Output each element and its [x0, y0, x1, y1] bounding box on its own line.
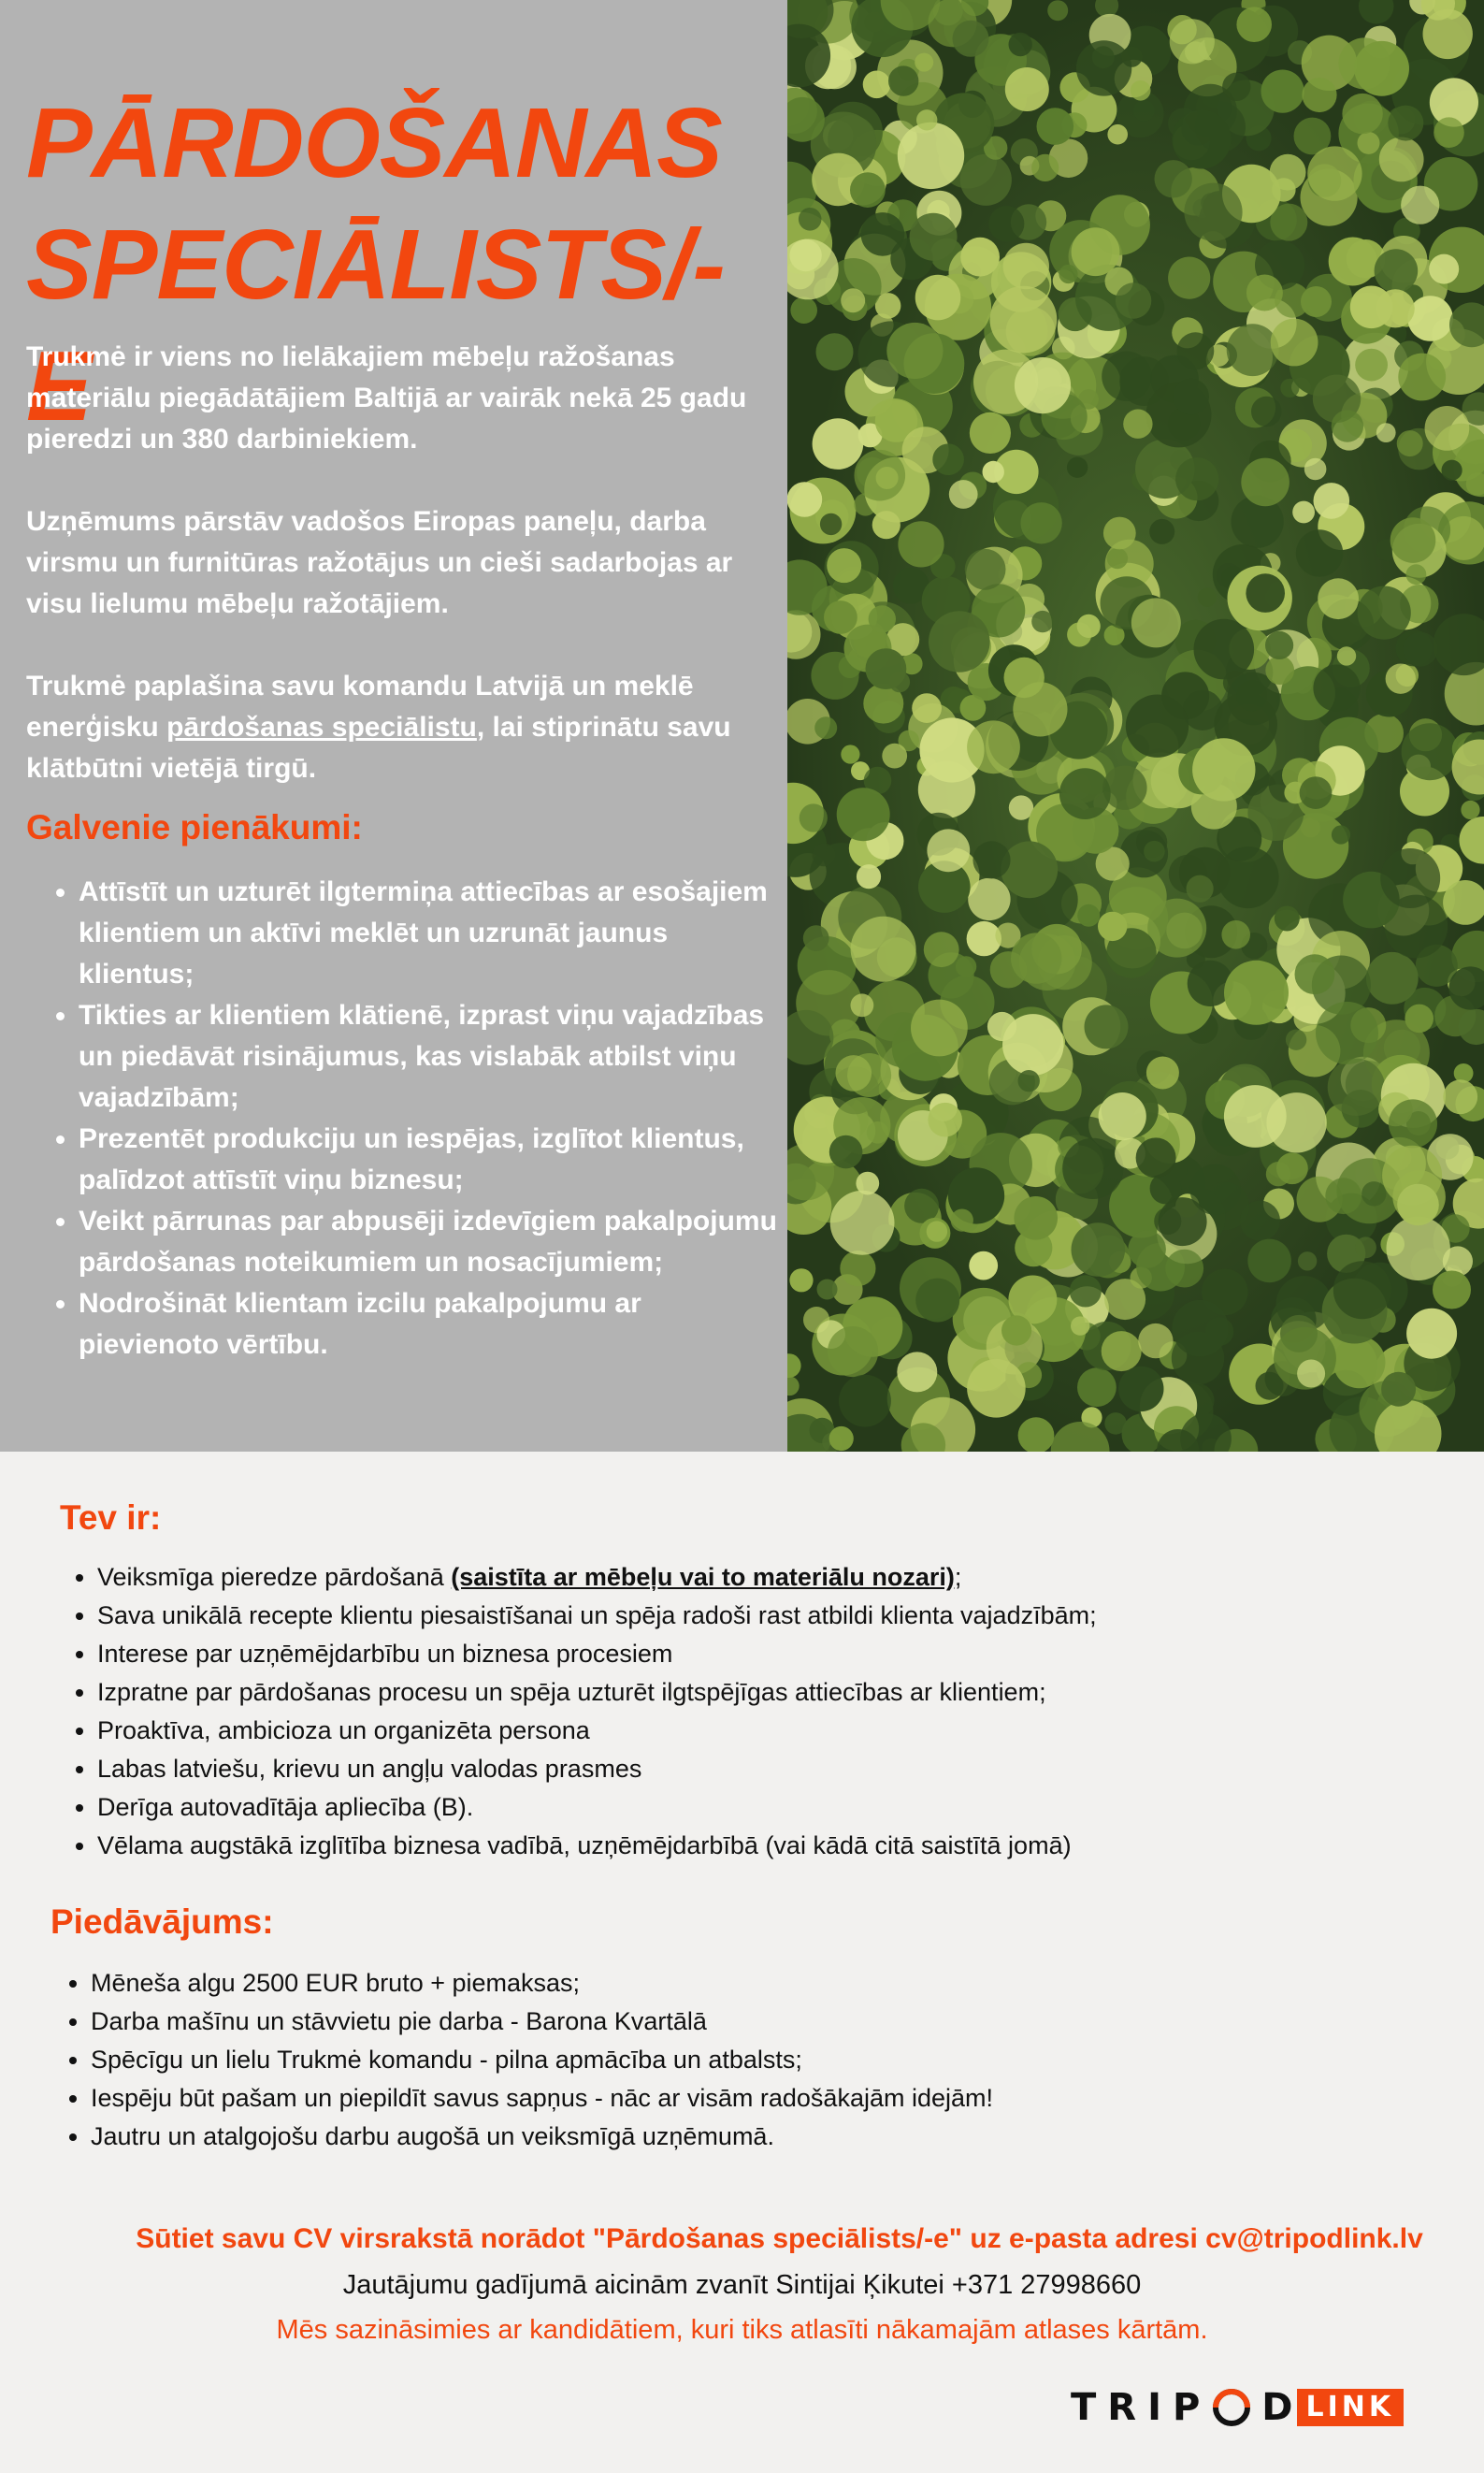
requirements-list	[60, 1558, 1406, 1865]
tree-crown	[1128, 1230, 1166, 1268]
tree-crown	[1077, 904, 1100, 927]
tree-crown	[1397, 1184, 1439, 1226]
tree-crown	[951, 1209, 973, 1232]
tree-crown	[1261, 70, 1304, 113]
tree-crown	[1297, 1360, 1325, 1388]
offer-heading: Piedāvājums:	[50, 1902, 274, 1941]
tree-crown	[1332, 410, 1363, 441]
list-item: • Tikties ar klientiem klātienē, izprast viņu vajadzības un piedāvāt risinājumus, kas vislabāk atbilst viņu vajadzībām;	[79, 995, 789, 1119]
list-item: • Sava unikālā recepte klientu piesaistīšanai un spēja radoši rast atbildi klienta vajadzībām;	[97, 1597, 1406, 1635]
tree-crown	[1256, 1372, 1284, 1400]
tree-crown	[1313, 665, 1360, 712]
tree-crown	[1318, 578, 1359, 619]
tree-crown	[1295, 954, 1335, 994]
tree-crown	[1247, 1239, 1291, 1283]
tree-crown	[1001, 1315, 1031, 1345]
tree-crown	[1362, 1181, 1386, 1206]
tree-crown	[1107, 124, 1128, 145]
tree-crown	[1429, 254, 1459, 284]
tree-crown	[1085, 1005, 1129, 1048]
tree-crown	[911, 1000, 968, 1057]
tree-crown	[1236, 7, 1272, 42]
tree-crown	[1246, 275, 1283, 311]
tree-crown	[1070, 1275, 1102, 1307]
tree-crown	[1031, 154, 1059, 181]
list-item: • Prezentēt produkciju un iespējas, izglītot klientus, palīdzot attīstīt viņu biznesu;	[79, 1119, 789, 1201]
tree-crown	[928, 1103, 962, 1137]
list-item: • Veikt pārrunas par abpusēji izdevīgiem pakalpojumu pārdošanas noteikumiem un nosacījumiem;	[79, 1201, 789, 1283]
title-line-1: PĀRDOŠANAS	[26, 88, 722, 198]
tree-crown	[851, 917, 916, 982]
tree-crown	[1173, 379, 1209, 415]
duties-heading: Galvenie pienākumi:	[26, 808, 363, 846]
tree-crown	[1442, 460, 1462, 481]
tree-crown	[1387, 1217, 1450, 1280]
tree-crown	[824, 600, 857, 634]
tree-crown	[813, 844, 836, 867]
tree-crown	[1224, 961, 1289, 1025]
tree-crown	[1407, 296, 1453, 341]
tree-crown	[1358, 132, 1380, 154]
contact-cv-text: Sūtiet savu CV virsrakstā norādot "Pārdošanas speciālists/-e" uz e-pasta adresi cv@tripodlink.lv	[136, 2223, 1423, 2254]
tree-crown	[973, 841, 1010, 878]
req-1-post: ;	[954, 1563, 962, 1591]
tree-crown	[886, 323, 943, 379]
tree-crown	[1405, 1005, 1434, 1034]
title-line-2: SPECIĀLISTS/-E	[26, 210, 725, 441]
tree-crown	[829, 1135, 863, 1169]
tree-crown	[1251, 397, 1282, 427]
tree-crown	[1376, 289, 1415, 327]
tree-crown	[1379, 137, 1424, 182]
tree-crown	[1155, 160, 1192, 197]
tree-crown	[1298, 1251, 1317, 1270]
tree-crown	[1304, 458, 1327, 481]
logo-o-icon	[1211, 2387, 1252, 2428]
tree-crown	[960, 238, 1000, 277]
tree-crown	[1062, 1138, 1123, 1199]
tree-crown	[1076, 40, 1131, 95]
tree-crown	[817, 1280, 838, 1300]
tree-crown	[1138, 1323, 1173, 1358]
tree-crown	[1165, 1250, 1203, 1288]
tree-crown	[816, 333, 854, 370]
tree-crown	[1172, 1300, 1228, 1356]
tree-crown	[882, 744, 907, 769]
tree-crown	[1337, 646, 1356, 665]
list-item: • Jautru un atalgojošu darbu augošā un veiksmīgā uzņēmumā.	[91, 2118, 1400, 2156]
list-item: • Spēcīgu un lielu Trukmė komandu - pilna apmācība un atbalsts;	[91, 2041, 1400, 2079]
list-item: • Mēneša algu 2500 EUR bruto + piemaksas;	[91, 1964, 1400, 2003]
tree-crown	[857, 864, 881, 889]
tree-crown	[1342, 94, 1382, 134]
list-item: • Labas latviešu, krievu un angļu valodas prasmes	[97, 1750, 1406, 1788]
tree-crown	[949, 480, 978, 509]
logo-text-d: D	[1261, 2386, 1293, 2429]
tree-crown	[1224, 1085, 1287, 1148]
tree-crown	[800, 803, 828, 832]
tree-crown	[1300, 776, 1333, 809]
tree-crown	[1333, 1337, 1386, 1389]
tree-crown	[1401, 186, 1439, 224]
tree-crown	[1434, 117, 1464, 148]
tree-crown	[1031, 611, 1053, 632]
req-1-pre: Veiksmīga pieredze pārdošanā	[97, 1563, 452, 1591]
tree-crown	[839, 1375, 891, 1427]
tree-crown	[1402, 723, 1459, 780]
tree-crown	[876, 467, 899, 489]
list-item	[97, 1558, 1406, 1597]
tree-crown	[927, 1221, 947, 1241]
tree-crown	[1121, 47, 1142, 67]
tree-crown	[1404, 632, 1438, 667]
tree-crown	[1020, 502, 1061, 543]
tree-crown	[869, 605, 896, 632]
tree-crown	[830, 1191, 895, 1255]
tree-crown	[912, 693, 942, 723]
tree-crown	[1159, 1197, 1207, 1246]
logo-text-trip: TRIP	[1071, 2386, 1212, 2429]
list-item: • Derīga autovadītāja apliecība (B).	[97, 1788, 1406, 1827]
tree-crown	[968, 878, 1010, 920]
tree-crown	[1136, 1137, 1176, 1178]
tree-crown	[1170, 19, 1215, 64]
tree-crown	[1325, 1178, 1362, 1214]
tree-crown	[872, 511, 900, 539]
tree-crown	[1011, 933, 1061, 983]
tree-crown	[1014, 1196, 1058, 1240]
tree-crown	[1355, 1236, 1376, 1258]
tree-crown	[1009, 33, 1032, 56]
tree-crown	[910, 213, 958, 261]
tree-crown	[1366, 952, 1419, 1005]
tree-crown	[953, 21, 989, 57]
tree-crown	[965, 549, 1006, 590]
tree-crown	[1147, 899, 1206, 958]
tree-crown	[898, 521, 944, 567]
tree-crown	[1187, 875, 1214, 903]
tree-crown	[1123, 410, 1152, 439]
tree-crown	[1443, 1079, 1477, 1114]
tree-crown	[1005, 67, 1049, 111]
forest-canopy-illustration	[787, 0, 1484, 1452]
tree-crown	[988, 206, 1024, 241]
tree-crown	[1002, 1014, 1064, 1076]
tree-crown	[1332, 825, 1350, 844]
tree-crown	[897, 1352, 937, 1392]
tree-crown	[1390, 517, 1436, 563]
tree-crown	[1265, 656, 1294, 685]
intro-p3-post: , lai stiprinātu savu klātbūtni vietējā tirgū.	[26, 712, 731, 784]
tree-crown	[1240, 1201, 1280, 1241]
tree-crown	[799, 208, 822, 231]
tree-crown	[915, 53, 933, 72]
tree-crown	[888, 65, 918, 95]
tree-crown	[1307, 146, 1362, 200]
tree-crown	[1236, 680, 1267, 711]
tree-crown	[1227, 324, 1279, 376]
tree-crown	[1072, 227, 1120, 276]
tree-crown	[1296, 529, 1343, 576]
contact-note-line: Mēs sazināsimies ar kandidātiem, kuri tiks atlasīti nākamajām atlases kārtām.	[276, 2315, 1208, 2345]
tree-crown	[1265, 631, 1293, 659]
tree-crown	[841, 745, 859, 763]
tree-crown	[1329, 238, 1377, 286]
tree-crown	[1099, 1092, 1146, 1140]
tree-crown	[929, 611, 990, 672]
tree-crown	[1354, 41, 1409, 96]
tree-crown	[1072, 1222, 1126, 1277]
tree-crown	[1406, 1309, 1457, 1359]
tree-crown	[837, 788, 890, 841]
tree-crown	[1198, 587, 1217, 606]
tree-crown	[1381, 1372, 1416, 1407]
tree-crown	[1425, 406, 1470, 451]
tree-crown	[1103, 517, 1136, 550]
tree-crown	[1316, 1002, 1378, 1064]
tree-crown	[1271, 319, 1318, 367]
contact-phone-line: Jautājumu gadījumā aicinām zvanīt Sintijai Ķikutei +371 27998660	[342, 2270, 1142, 2300]
text-panel	[0, 0, 787, 1452]
tree-crown	[1018, 1070, 1040, 1092]
tree-crown	[1280, 379, 1299, 398]
tree-crown	[1107, 548, 1128, 569]
tree-crown	[1004, 658, 1045, 698]
tree-crown	[1133, 100, 1155, 122]
tree-crown	[956, 956, 976, 976]
logo-link-badge: LINK	[1297, 2389, 1405, 2426]
tree-crown	[1286, 1030, 1306, 1050]
tree-crown	[1067, 457, 1088, 478]
tree-crown	[1461, 801, 1479, 819]
contact-cv-line	[0, 2223, 1484, 2255]
tree-crown	[1246, 573, 1285, 613]
tree-crown	[1397, 430, 1423, 456]
tree-crown	[1131, 598, 1181, 647]
tree-crown	[1098, 912, 1127, 941]
tree-crown	[863, 71, 891, 99]
tree-crown	[1217, 846, 1279, 908]
list-item: • Izpratne par pārdošanas procesu un spēja uzturēt ilgtspējīgas attiecības ar klientiem;	[97, 1673, 1406, 1712]
tree-crown	[1172, 110, 1231, 169]
tree-crown	[836, 1055, 872, 1092]
tree-crown	[1314, 483, 1350, 519]
tree-crown	[1375, 249, 1419, 293]
tree-crown	[1301, 286, 1332, 317]
requirements-heading: Tev ir:	[60, 1498, 162, 1537]
tree-crown	[787, 482, 822, 517]
tree-crown	[1194, 619, 1255, 680]
tree-crown	[1175, 457, 1218, 500]
tree-crown	[1001, 841, 1058, 898]
tree-crown	[1192, 738, 1255, 801]
tree-crown	[1266, 1162, 1290, 1186]
tree-crown	[1047, 0, 1068, 21]
tree-crown	[898, 123, 964, 189]
intro-paragraph-2: Uzņēmums pārstāv vadošos Eiropas paneļu, darba virsmu un furnitūras ražotājus un cieši sadarbojas ar visu lielumu mēbeļu ražotājiem.	[26, 506, 733, 619]
tree-crown	[1015, 357, 1071, 413]
tree-crown	[829, 1426, 854, 1451]
tree-crown	[1102, 1331, 1142, 1371]
tree-crown	[1077, 615, 1101, 638]
tree-crown	[1433, 1271, 1471, 1309]
req-1-bold: (saistīta ar mēbeļu vai to materiālu nozari)	[451, 1563, 955, 1591]
tree-crown	[851, 993, 874, 1017]
tree-crown	[820, 513, 842, 535]
tree-crown	[915, 275, 961, 321]
tree-crown	[1398, 354, 1446, 401]
list-item: • Darba mašīnu un stāvvietu pie darba - Barona Kvartālā	[91, 2003, 1400, 2041]
intro-paragraph-3	[26, 666, 765, 789]
tree-crown	[1358, 586, 1411, 640]
tree-crown	[813, 418, 864, 470]
tree-crown	[841, 288, 865, 312]
tree-crown	[1104, 1412, 1127, 1435]
tree-crown	[932, 443, 964, 475]
tree-crown	[1221, 920, 1250, 949]
intro-p3-pre: Trukmė paplašina savu komandu Latvijā un meklē enerģisku	[26, 671, 694, 743]
tree-crown	[1118, 1367, 1163, 1411]
list-item: • Interese par uzņēmējdarbību un biznesa procesiem	[97, 1635, 1406, 1673]
tree-crown	[790, 296, 817, 324]
tree-crown	[916, 109, 937, 130]
tree-crown	[814, 716, 837, 739]
list-item: • Attīstīt un uzturēt ilgtermiņa attiecības ar esošajiem klientiem un aktīvi meklēt un uzrunāt jaunus klientus;	[79, 872, 789, 995]
tree-crown	[927, 829, 970, 872]
list-item: • Vēlama augstākā izglītība biznesa vadībā, uzņēmējdarbībā (vai kādā citā saistītā jomā)	[97, 1827, 1406, 1865]
tree-crown	[967, 720, 1020, 774]
tree-crown	[1292, 501, 1315, 524]
tree-crown	[1355, 349, 1388, 382]
tree-crown	[803, 925, 829, 951]
tree-crown	[967, 1359, 1026, 1418]
tree-crown	[1177, 332, 1215, 369]
tree-crown	[1168, 257, 1210, 299]
tree-crown	[1037, 108, 1074, 145]
tree-crown	[970, 412, 1011, 454]
tree-crown	[1131, 80, 1151, 101]
tree-crown	[1144, 841, 1165, 862]
tree-crown	[1275, 906, 1300, 932]
tree-crown	[1184, 183, 1242, 241]
duties-list	[47, 872, 789, 1366]
tree-crown	[1077, 1367, 1117, 1407]
tree-crown	[1149, 519, 1174, 544]
tree-crown	[1376, 423, 1396, 442]
tree-crown	[1241, 458, 1289, 507]
tree-crown	[1423, 9, 1473, 59]
intro-paragraph-1: Trukmė ir viens no lielākajiem mēbeļu ražošanas materiālu piegādātājiem Baltijā ar vairāk nekā 25 gadu pieredzi un 380 darbiniekiem.	[26, 341, 747, 455]
tree-crown	[969, 1251, 998, 1280]
tree-crown	[840, 1251, 875, 1286]
tree-crown	[1388, 106, 1423, 141]
offer-list	[53, 1964, 1400, 2156]
tree-crown	[1126, 695, 1189, 758]
tree-crown	[1222, 73, 1250, 101]
tree-crown	[1071, 1316, 1089, 1335]
tree-crown	[789, 1268, 813, 1292]
tree-crown	[983, 461, 1004, 483]
tripodlink-logo	[1071, 2387, 1404, 2428]
tree-crown	[1333, 1261, 1391, 1319]
tree-crown	[1003, 243, 1049, 289]
tree-crown	[850, 172, 886, 208]
list-item: • Proaktīva, ambicioza un organizēta persona	[97, 1712, 1406, 1750]
tree-crown	[1146, 1057, 1179, 1090]
tree-crown	[924, 932, 959, 967]
tree-crown	[1102, 352, 1151, 401]
tree-crown	[1386, 664, 1416, 694]
tree-crown	[1380, 848, 1440, 908]
list-item: • Iespēju būt pašam un piepildīt savus sapņus - nāc ar visām radošākajām idejām!	[91, 2079, 1400, 2118]
tree-crown	[866, 648, 907, 689]
tree-crown	[1059, 768, 1111, 819]
list-item: • Nodrošināt klientam izcilu pakalpojumu ar pievienoto vērtību.	[79, 1283, 789, 1366]
tree-crown	[915, 1279, 959, 1323]
tree-crown	[960, 154, 1012, 206]
tree-crown	[1406, 564, 1427, 585]
tree-crown	[1328, 1059, 1385, 1116]
intro-p3-link: pārdošanas speciālistu	[166, 712, 477, 743]
forest-aerial-image	[787, 0, 1484, 1452]
tree-crown	[828, 1326, 878, 1377]
tree-crown	[827, 548, 861, 583]
tree-crown	[1116, 282, 1151, 318]
company-intro	[26, 337, 765, 789]
tree-crown	[1389, 1099, 1437, 1148]
tree-crown	[1302, 78, 1336, 112]
tree-crown	[990, 286, 1058, 354]
